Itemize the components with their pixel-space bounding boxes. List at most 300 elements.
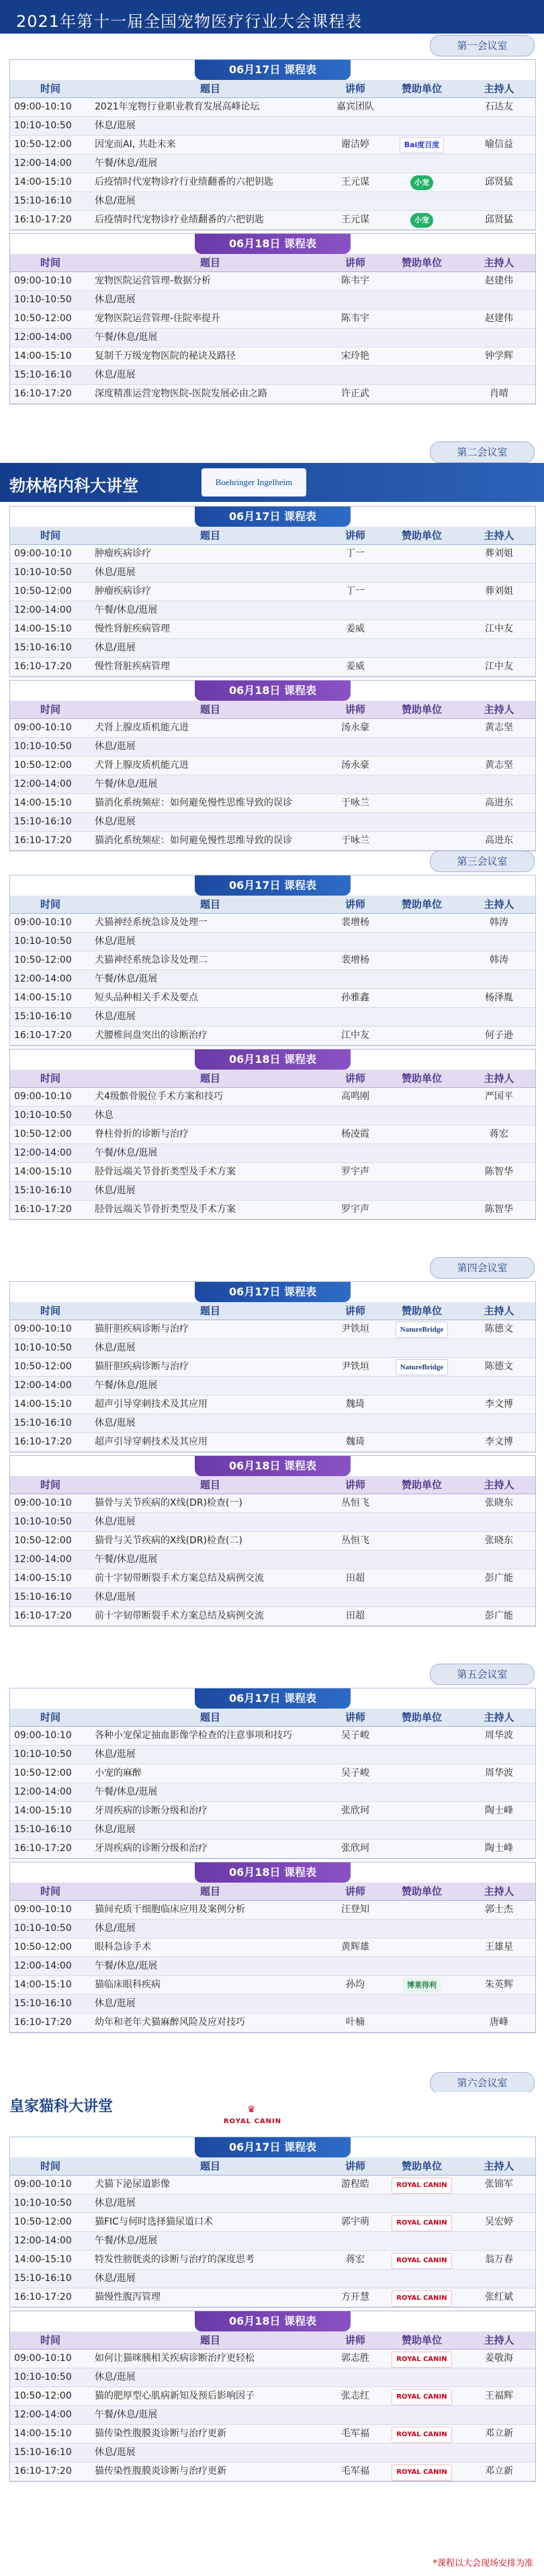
cell-speaker: [330, 1588, 381, 1606]
cell-speaker: [330, 639, 381, 657]
cell-topic: 休息/逛展: [95, 1824, 136, 1835]
cell-time: 15:10-16:10: [14, 1824, 72, 1835]
royal-canin-logo-text: ROYAL CANIN: [223, 2118, 282, 2125]
cell-time: 15:10-16:10: [14, 370, 72, 380]
table-row: [10, 989, 535, 1008]
cell-time: 14:00-15:10: [14, 2428, 72, 2439]
cell-sponsor: [381, 1532, 463, 1550]
cell-topic: 休息/逛展: [95, 936, 136, 947]
column-topic: 题目: [199, 898, 220, 910]
table-row: [10, 832, 535, 851]
column-host: 主持人: [484, 1072, 514, 1084]
cell-topic: 胫骨远端关节骨折类型及手术方案: [95, 1166, 236, 1177]
cell-topic: 休息/逛展: [95, 1998, 136, 2009]
day-header: [10, 234, 535, 254]
cell-topic: 休息/逛展: [95, 2198, 136, 2208]
cell-host: [463, 639, 535, 657]
cell-speaker: 陈韦宇: [341, 313, 369, 324]
column-sponsor: 赞助单位: [401, 1885, 442, 1897]
cell-host: 张晓东: [485, 1535, 513, 1546]
table-row: [10, 658, 535, 677]
cell-time: 09:00-10:10: [14, 1904, 72, 1915]
column-speaker: 讲师: [345, 1479, 365, 1491]
cell-speaker: [330, 601, 381, 619]
cell-host: [463, 1588, 535, 1606]
table-row: [10, 1163, 535, 1182]
cell-host: [463, 601, 535, 619]
cell-speaker: 于咏兰: [341, 835, 369, 846]
cell-time: 10:50-12:00: [14, 1535, 72, 1546]
cell-sponsor: [381, 1433, 463, 1451]
cell-time: 16:10-17:20: [14, 2017, 72, 2028]
cell-topic: 猫传染性腹膜炎诊断与治疗更新: [95, 2466, 226, 2477]
day-header: [10, 1862, 535, 1883]
cell-topic: 宠物医院运营管理-数据分析: [95, 275, 212, 286]
table-row: [10, 1764, 535, 1783]
column-time: 时间: [40, 83, 60, 95]
cell-time: 09:00-10:10: [14, 2353, 72, 2364]
cell-time: 10:10-10:50: [14, 741, 72, 752]
sponsor-logo: ROYAL CANIN: [392, 2253, 451, 2269]
cell-speaker: 嘉宾团队: [336, 101, 374, 112]
column-speaker: 讲师: [345, 1072, 365, 1084]
cell-sponsor: [381, 1201, 463, 1219]
cell-sponsor: [381, 2176, 463, 2194]
date-pill: 06月17日 课程表: [195, 60, 351, 80]
table-row: [10, 1144, 535, 1163]
cell-topic: 午餐/休息/逛展: [95, 1787, 158, 1797]
room-label: 第四会议室: [430, 1257, 535, 1279]
cell-host: [463, 2406, 535, 2424]
cell-topic: 犬猫神经系统急诊及处理一: [95, 917, 208, 928]
sponsor-logo: ROYAL CANIN: [392, 2215, 451, 2231]
cell-sponsor: [381, 2425, 463, 2443]
table-row: [10, 1182, 535, 1201]
cell-sponsor: [381, 1840, 463, 1858]
cell-host: 赵建伟: [485, 275, 513, 286]
cell-topic: 午餐/休息/逛展: [95, 1148, 158, 1158]
cell-topic: 休息/逛展: [95, 1516, 136, 1527]
cell-speaker: 丁一: [346, 586, 365, 597]
cell-speaker: 张欣珂: [341, 1843, 369, 1854]
column-speaker: 讲师: [345, 898, 365, 910]
cell-sponsor: [381, 1414, 463, 1432]
sponsor-logo: ROYAL CANIN: [392, 2290, 451, 2307]
cell-topic: 休息/逛展: [95, 2372, 136, 2382]
cell-time: 14:00-15:10: [14, 624, 72, 634]
cell-speaker: 陈韦宇: [341, 275, 369, 286]
cell-sponsor: [381, 1957, 463, 1975]
cell-sponsor: [381, 2232, 463, 2250]
cell-topic: 休息/逛展: [95, 1592, 136, 1602]
cell-sponsor: [381, 1107, 463, 1125]
column-header: [10, 80, 535, 98]
cell-host: 邱贤猛: [485, 214, 513, 225]
cell-host: 周华波: [485, 1730, 513, 1741]
column-header: [10, 701, 535, 719]
table-row: [10, 1727, 535, 1746]
cell-sponsor: [381, 1588, 463, 1606]
cell-topic: 慢性肾脏疾病管理: [95, 661, 170, 672]
cell-sponsor: [381, 272, 463, 290]
table-row: [10, 310, 535, 329]
column-time: 时间: [40, 2160, 60, 2172]
cell-host: 张晓东: [485, 1498, 513, 1508]
table-row: [10, 1125, 535, 1144]
cell-time: 14:00-15:10: [14, 1573, 72, 1584]
cell-host: 石达友: [485, 101, 513, 112]
cell-speaker: 汪登知: [341, 1904, 369, 1915]
table-row: [10, 914, 535, 933]
cell-time: 09:00-10:10: [14, 101, 72, 112]
sponsor-logo: ROYAL CANIN: [392, 2389, 451, 2405]
column-header: [10, 2157, 535, 2176]
cell-host: [463, 2444, 535, 2462]
cell-time: 10:10-10:50: [14, 936, 72, 947]
column-host: 主持人: [484, 2334, 514, 2346]
day-header: [10, 2137, 535, 2157]
cell-topic: 2021年宠物行业职业教育发展高峰论坛: [95, 101, 260, 112]
cell-time: 10:50-12:00: [14, 760, 72, 771]
cell-topic: 肿瘤疾病诊疗: [95, 586, 151, 597]
cell-host: 肖晴: [490, 388, 508, 399]
cell-speaker: [330, 117, 381, 135]
cell-time: 15:10-16:10: [14, 1011, 72, 1022]
cell-sponsor: [381, 564, 463, 582]
table-row: [10, 1414, 535, 1433]
cell-sponsor: [381, 347, 463, 366]
sponsor-logo: ROYAL CANIN: [392, 2464, 451, 2481]
cell-host: 彭广能: [485, 1611, 513, 1621]
cell-topic: 午餐/休息/逛展: [95, 1961, 158, 1971]
table-row: [10, 1008, 535, 1027]
day-schedule: [9, 2311, 536, 2482]
cell-sponsor: [381, 1995, 463, 2013]
cell-host: [463, 2194, 535, 2213]
cell-time: 09:00-10:10: [14, 1730, 72, 1741]
column-speaker: 讲师: [345, 83, 365, 95]
cell-topic: 休息/逛展: [95, 1749, 136, 1760]
cell-topic: 午餐/休息/逛展: [95, 779, 158, 789]
cell-host: [463, 970, 535, 988]
cell-topic: 休息/逛展: [95, 567, 136, 578]
table-row: [10, 1588, 535, 1607]
cell-speaker: 郭宇萌: [341, 2217, 369, 2227]
cell-host: [463, 775, 535, 793]
cell-host: 郭士杰: [485, 1904, 513, 1915]
date-pill: 06月18日 课程表: [195, 1049, 351, 1070]
table-row: [10, 2232, 535, 2251]
cell-host: 陈德文: [485, 1324, 513, 1334]
table-row: [10, 366, 535, 385]
cell-host: 钟学辉: [485, 351, 513, 361]
cell-time: 09:00-10:10: [14, 722, 72, 733]
cell-sponsor: [381, 2350, 463, 2368]
cell-sponsor: [381, 951, 463, 970]
table-row: [10, 291, 535, 310]
table-row: [10, 385, 535, 404]
cell-time: 14:00-15:10: [14, 798, 72, 808]
table-row: [10, 2406, 535, 2425]
column-topic: 题目: [199, 529, 220, 542]
cell-speaker: 王元谋: [341, 177, 369, 187]
day-schedule: [9, 680, 536, 851]
table-row: [10, 1920, 535, 1938]
cell-host: 周华波: [485, 1768, 513, 1778]
cell-host: [463, 2368, 535, 2387]
cell-time: 14:00-15:10: [14, 992, 72, 1003]
cell-speaker: [330, 1821, 381, 1839]
cell-time: 10:50-12:00: [14, 1129, 72, 1140]
column-time: 时间: [40, 1711, 60, 1723]
cell-topic: 犬猫神经系统急诊及处理二: [95, 955, 208, 965]
cell-host: 王雄星: [485, 1942, 513, 1952]
cell-sponsor: [381, 117, 463, 135]
column-host: 主持人: [484, 1305, 514, 1317]
cell-host: [463, 1414, 535, 1432]
day-header: [10, 507, 535, 527]
column-topic: 题目: [199, 257, 220, 269]
column-time: 时间: [40, 1479, 60, 1491]
cell-host: 唐峰: [490, 2017, 508, 2028]
sponsor-logo: ROYAL CANIN: [392, 2427, 451, 2443]
cell-time: 15:10-16:10: [14, 1998, 72, 2009]
table-row: [10, 173, 535, 192]
date-pill: 06月18日 课程表: [195, 681, 351, 701]
cell-speaker: [330, 1783, 381, 1801]
cell-speaker: [330, 155, 381, 173]
cell-sponsor: [381, 914, 463, 932]
cell-time: 12:00-14:00: [14, 1961, 72, 1971]
cell-host: 韩涛: [490, 917, 508, 928]
cell-topic: 休息/逛展: [95, 2447, 136, 2458]
sponsor-banner-title: 勃林格内科大讲堂: [9, 476, 138, 495]
cell-time: 10:50-12:00: [14, 955, 72, 965]
cell-sponsor: [381, 719, 463, 737]
cell-speaker: 吴子峻: [341, 1768, 369, 1778]
cell-sponsor: [381, 989, 463, 1007]
cell-topic: 猫骨与关节疾病的X线(DR)检查(二): [95, 1535, 242, 1546]
cell-sponsor: [381, 832, 463, 850]
cell-speaker: [330, 291, 381, 309]
cell-sponsor: [381, 933, 463, 951]
cell-time: 16:10-17:20: [14, 1030, 72, 1041]
table-row: [10, 545, 535, 564]
column-speaker: 讲师: [345, 1885, 365, 1897]
cell-topic: 休息/逛展: [95, 1923, 136, 1934]
cell-host: 邱贤猛: [485, 177, 513, 187]
table-row: [10, 794, 535, 813]
cell-speaker: [330, 2194, 381, 2213]
column-host: 主持人: [484, 257, 514, 269]
cell-speaker: 尹铁垣: [341, 1324, 369, 1334]
cell-time: 10:10-10:50: [14, 1110, 72, 1121]
table-row: [10, 136, 535, 155]
cell-speaker: 宋玲艳: [341, 351, 369, 361]
table-row: [10, 329, 535, 347]
cell-topic: 休息/逛展: [95, 120, 136, 131]
table-row: [10, 2213, 535, 2232]
cell-topic: 特发性膀胱炎的诊断与治疗的深度思考: [95, 2254, 255, 2265]
cell-topic: 小宠的麻醉: [95, 1768, 142, 1778]
cell-sponsor: [381, 757, 463, 775]
sponsor-logo: 小宠: [410, 175, 433, 190]
cell-time: 14:00-15:10: [14, 177, 72, 187]
cell-host: 李文博: [485, 1399, 513, 1410]
cell-sponsor: [381, 545, 463, 563]
cell-host: 邓立新: [485, 2428, 513, 2439]
cell-time: 15:10-16:10: [14, 196, 72, 206]
cell-host: [463, 933, 535, 951]
table-row: [10, 1358, 535, 1377]
cell-topic: 因宠而AI, 共赴未来: [95, 139, 176, 150]
table-row: [10, 620, 535, 639]
date-pill: 06月17日 课程表: [195, 1282, 351, 1302]
cell-time: 12:00-14:00: [14, 1148, 72, 1158]
cell-time: 10:50-12:00: [14, 1361, 72, 1372]
cell-sponsor: [381, 2444, 463, 2462]
table-row: [10, 757, 535, 775]
cell-host: [463, 1144, 535, 1162]
cell-time: 16:10-17:20: [14, 1204, 72, 1215]
cell-topic: 前十字韧带断裂手术方案总结及病例交流: [95, 1611, 264, 1621]
table-row: [10, 933, 535, 951]
cell-speaker: [330, 1377, 381, 1395]
cell-topic: 猫传染性腹膜炎诊断与治疗更新: [95, 2428, 226, 2439]
cell-host: 张红斌: [485, 2292, 513, 2303]
page-header: [0, 0, 544, 34]
cell-speaker: 汤永豪: [341, 722, 369, 733]
cell-speaker: 尹铁垣: [341, 1361, 369, 1372]
cell-sponsor: [381, 1163, 463, 1181]
day-header: [10, 60, 535, 80]
cell-time: 10:10-10:50: [14, 2372, 72, 2382]
cell-time: 09:00-10:10: [14, 1324, 72, 1334]
cell-sponsor: [381, 1920, 463, 1938]
cell-speaker: 江中友: [341, 1030, 369, 1041]
cell-time: 10:50-12:00: [14, 2217, 72, 2227]
cell-time: 15:10-16:10: [14, 642, 72, 653]
cell-topic: 宠物医院运营管理-住院率提升: [95, 313, 221, 324]
date-pill: 06月18日 课程表: [195, 2311, 351, 2331]
table-row: [10, 2387, 535, 2406]
cell-speaker: [330, 1513, 381, 1531]
cell-host: [463, 1008, 535, 1026]
date-pill: 06月18日 课程表: [195, 234, 351, 254]
cell-time: 12:00-14:00: [14, 779, 72, 789]
column-host: 主持人: [484, 703, 514, 716]
cell-topic: 牙周疾病的诊断分级和治疗: [95, 1843, 208, 1854]
cell-speaker: 毛军福: [341, 2428, 369, 2439]
table-row: [10, 1570, 535, 1588]
cell-sponsor: [381, 291, 463, 309]
cell-speaker: 高鸣刚: [341, 1091, 369, 1102]
cell-sponsor: [381, 658, 463, 676]
crown-icon: ♛: [247, 2104, 256, 2115]
day-header: [10, 2311, 535, 2331]
column-topic: 题目: [199, 1305, 220, 1317]
cell-sponsor: [381, 1008, 463, 1026]
column-header: [10, 1476, 535, 1494]
cell-topic: 肿瘤疾病诊疗: [95, 548, 151, 559]
cell-speaker: [330, 1995, 381, 2013]
date-pill: 06月18日 课程表: [195, 1456, 351, 1476]
cell-topic: 犬肾上腺皮质机能亢进: [95, 760, 189, 771]
table-row: [10, 1957, 535, 1976]
cell-sponsor: [381, 1570, 463, 1588]
cell-topic: 超声引导穿刺技术及其应用: [95, 1399, 208, 1410]
cell-time: 12:00-14:00: [14, 1380, 72, 1391]
column-speaker: 讲师: [345, 703, 365, 716]
column-sponsor: 赞助单位: [401, 529, 442, 542]
table-row: [10, 1513, 535, 1532]
table-row: [10, 2251, 535, 2270]
cell-speaker: [330, 1957, 381, 1975]
cell-time: 16:10-17:20: [14, 1611, 72, 1621]
cell-time: 10:10-10:50: [14, 2198, 72, 2208]
cell-sponsor: [381, 2462, 463, 2481]
table-row: [10, 2444, 535, 2462]
cell-host: 杨泽胤: [485, 992, 513, 1003]
cell-time: 14:00-15:10: [14, 1979, 72, 1990]
cell-time: 14:00-15:10: [14, 1399, 72, 1410]
cell-speaker: 田超: [346, 1611, 365, 1621]
column-host: 主持人: [484, 529, 514, 542]
cell-host: 陈德文: [485, 1361, 513, 1372]
cell-sponsor: [381, 211, 463, 229]
cell-time: 09:00-10:10: [14, 1091, 72, 1102]
column-time: 时间: [40, 1072, 60, 1084]
cell-host: 翁万春: [485, 2254, 513, 2265]
cell-topic: 猫临床眼科疾病: [95, 1979, 161, 1990]
cell-topic: 各种小宠保定抽血影像学检查的注意事项和技巧: [95, 1730, 292, 1741]
cell-host: 陈智华: [485, 1204, 513, 1215]
cell-speaker: [330, 1551, 381, 1569]
table-row: [10, 1995, 535, 2014]
date-pill: 06月17日 课程表: [195, 875, 351, 896]
column-time: 时间: [40, 1305, 60, 1317]
cell-sponsor: [381, 1358, 463, 1376]
cell-speaker: [330, 1920, 381, 1938]
cell-speaker: 田超: [346, 1573, 365, 1584]
cell-sponsor: [381, 155, 463, 173]
cell-host: [463, 192, 535, 210]
day-schedule: [9, 506, 536, 677]
cell-speaker: 魏琦: [346, 1436, 365, 1447]
cell-sponsor: [381, 310, 463, 328]
sponsor-logo: NatureBridge: [396, 1322, 449, 1338]
cell-sponsor: [381, 98, 463, 116]
cell-speaker: 杨凌霞: [341, 1129, 369, 1140]
column-host: 主持人: [484, 1711, 514, 1723]
cell-sponsor: [381, 2194, 463, 2213]
cell-topic: 前十字韧带断裂手术方案总结及病例交流: [95, 1573, 264, 1584]
cell-speaker: [330, 564, 381, 582]
cell-sponsor: [381, 775, 463, 793]
cell-host: 王福辉: [485, 2391, 513, 2401]
cell-speaker: 魏琦: [346, 1399, 365, 1410]
cell-speaker: 游程皓: [341, 2179, 369, 2190]
cell-topic: 休息/逛展: [95, 1011, 136, 1022]
cell-topic: 短头品种相关手术及要点: [95, 992, 198, 1003]
cell-time: 10:50-12:00: [14, 139, 72, 150]
cell-host: 姜敬海: [485, 2353, 513, 2364]
column-sponsor: 赞助单位: [401, 2160, 442, 2172]
table-row: [10, 813, 535, 832]
cell-host: 喻信益: [485, 139, 513, 150]
cell-topic: 休息/逛展: [95, 370, 136, 380]
column-host: 主持人: [484, 1885, 514, 1897]
